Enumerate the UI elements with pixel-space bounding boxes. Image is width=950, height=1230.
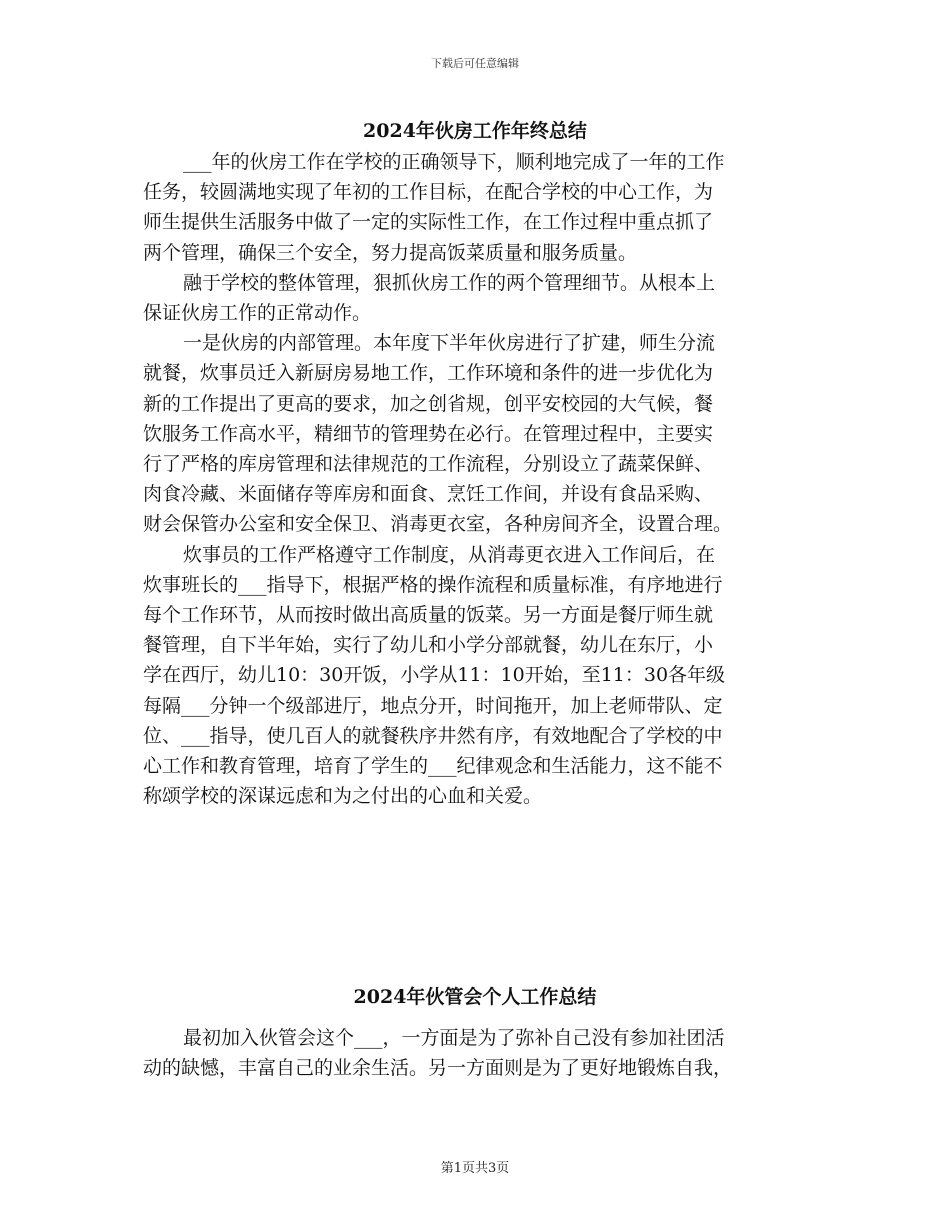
section-2-title: 2024年伙管会个人工作总结: [353, 986, 597, 1008]
text-line: 位、___指导，使几百人的就餐秩序井然有序，有效地配合了学校的中: [143, 724, 723, 747]
text-line: 两个管理，确保三个安全，努力提高饭菜质量和服务质量。: [143, 241, 638, 264]
text-line: 肉食冷藏、米面储存等库房和面食、烹饪工作间，并设有食品采购、: [143, 483, 714, 506]
text-line: 学在西厅，幼儿10：30开饭，小学从11：10开始，至11：30各年级: [143, 664, 726, 687]
text-line: 称颂学校的深谋远虑和为之付出的心血和关爱。: [143, 785, 543, 808]
text-line: 财会保管办公室和安全保卫、消毒更衣室，各种房间齐全，设置合理。: [143, 513, 733, 536]
text-line: 融于学校的整体管理，狠抓伙房工作的两个管理细节。从根本上: [183, 271, 716, 294]
text-line: 就餐，炊事员迁入新厨房易地工作，工作环境和条件的进一步优化为: [143, 362, 714, 385]
text-line: 任务，较圆满地实现了年初的工作目标，在配合学校的中心工作，为: [143, 181, 714, 204]
text-line: 新的工作提出了更高的要求，加之创省规，创平安校园的大气候，餐: [143, 392, 714, 415]
text-line: 每隔___分钟一个级部进厅，地点分开，时间拖开，加上老师带队、定: [143, 694, 723, 717]
text-line: 师生提供生活服务中做了一定的实际性工作，在工作过程中重点抓了: [143, 211, 714, 234]
text-line: 动的缺憾，丰富自己的业余生活。另一方面则是为了更好地锻炼自我，: [143, 1057, 733, 1080]
text-line: 炊事员的工作严格遵守工作制度，从消毒更衣进入工作间后，在: [183, 543, 716, 566]
section-2-body: [143, 1023, 823, 1083]
text-line: 饮服务工作高水平，精细节的管理势在必行。在管理过程中，主要实: [143, 422, 714, 445]
text-line: 心工作和教育管理，培育了学生的___纪律观念和生活能力，这不能不: [143, 755, 723, 778]
section-1-body: [143, 147, 823, 811]
text-line: 餐管理，自下半年始，实行了幼儿和小学分部就餐，幼儿在东厅，小: [143, 634, 714, 657]
text-line: 一是伙房的内部管理。本年度下半年伙房进行了扩建，师生分流: [183, 332, 716, 355]
text-line: 炊事班长的___指导下，根据严格的操作流程和质量标准，有序地进行: [143, 573, 723, 596]
text-line: 保证伙房工作的正常动作。: [143, 302, 372, 325]
page-header-note: 下载后可任意编辑: [431, 57, 519, 70]
text-line: 最初加入伙管会这个___，一方面是为了弥补自己没有参加社团活: [183, 1027, 725, 1049]
text-line: ___年的伙房工作在学校的正确领导下，顺利地完成了一年的工作: [183, 151, 725, 173]
page-number: 第1页共3页: [440, 1161, 510, 1176]
text-line: 行了严格的库房管理和法律规范的工作流程，分别设立了蔬菜保鲜、: [143, 453, 714, 476]
section-1-title: 2024年伙房工作年终总结: [363, 120, 587, 142]
text-line: 每个工作环节，从而按时做出高质量的饭菜。另一方面是餐厅师生就: [143, 604, 714, 627]
